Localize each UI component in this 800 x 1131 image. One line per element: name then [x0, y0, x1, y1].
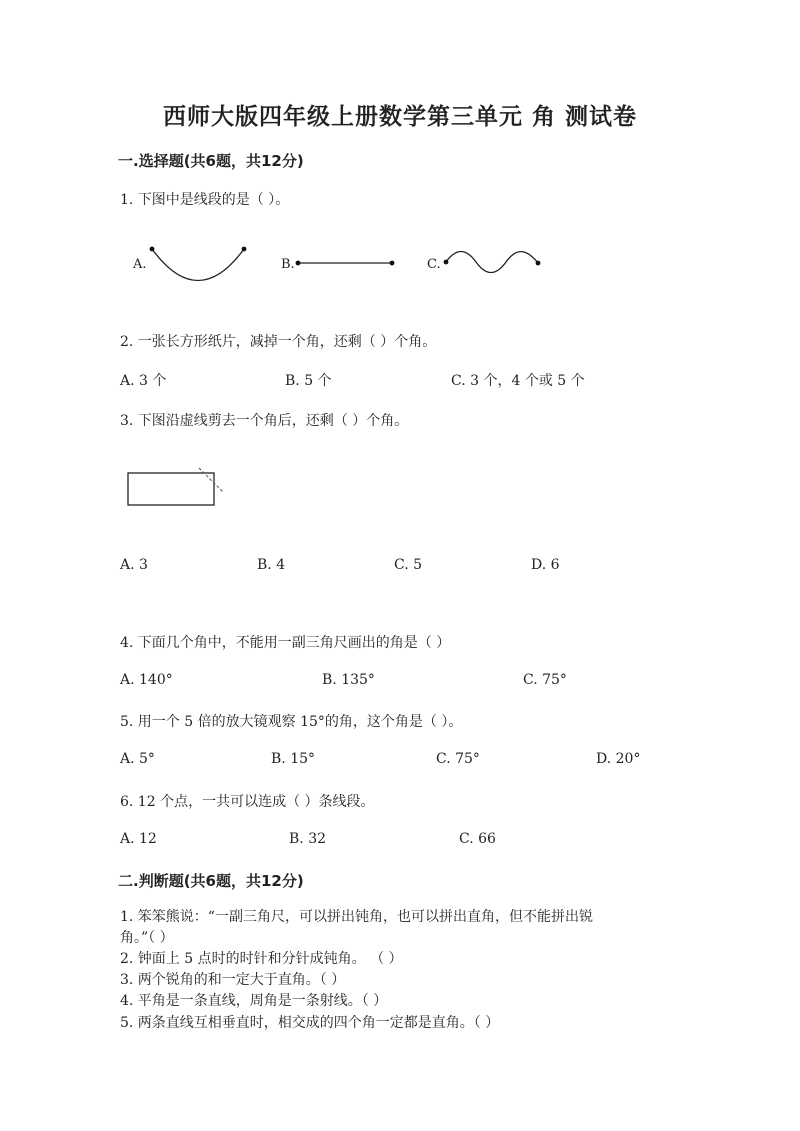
q2-option-a: A. 3 个	[120, 373, 167, 389]
option-b-label: B.	[281, 257, 295, 272]
q5-option-b: B. 15°	[271, 751, 316, 767]
q6-option-b: B. 32	[289, 831, 327, 847]
q4-option-a: A. 140°	[120, 672, 173, 688]
page-title: 西师大版四年级上册数学第三单元 角 测试卷	[162, 103, 637, 130]
judgement-1-line-2: 角。”（ ）	[120, 930, 174, 946]
q3-option-d: D. 6	[531, 557, 560, 573]
section-heading-choice: 一.选择题(共6题，共12分)	[118, 152, 304, 170]
q5-option-d: D. 20°	[596, 751, 641, 767]
q3-option-b: B. 4	[257, 557, 286, 573]
q6-option-c: C. 66	[459, 831, 496, 847]
question-3: 3. 下图沿虚线剪去一个角后，还剩（ ）个角。	[120, 413, 409, 429]
judgement-4: 4. 平角是一条直线，周角是一条射线。（ ）	[120, 993, 388, 1009]
judgement-2: 2. 钟面上 5 点时的时针和分针成钝角。 （ ）	[120, 951, 403, 967]
q2-option-b: B. 5 个	[285, 373, 332, 389]
figure-rectangle-cut	[0, 0, 1, 1]
q4-option-c: C. 75°	[523, 672, 567, 688]
q3-option-a: A. 3	[120, 557, 148, 573]
judgement-1-line-1: 1. 笨笨熊说：“一副三角尺，可以拼出钝角，也可以拼出直角，但不能拼出锐	[120, 909, 593, 925]
q3-option-c: C. 5	[394, 557, 423, 573]
section-heading-judgement: 二.判断题(共6题，共12分)	[118, 872, 304, 890]
q5-option-a: A. 5°	[120, 751, 155, 767]
q2-option-c: C. 3 个，4 个或 5 个	[451, 373, 585, 389]
q4-option-b: B. 135°	[322, 672, 375, 688]
q6-option-a: A. 12	[120, 831, 157, 847]
option-c-label: C.	[427, 257, 441, 272]
question-5: 5. 用一个 5 倍的放大镜观察 15°的角，这个角是（ ）。	[120, 714, 463, 730]
option-a-label: A.	[133, 257, 147, 272]
question-2: 2. 一张长方形纸片，减掉一个角，还剩（ ）个角。	[120, 334, 437, 350]
judgement-5: 5. 两条直线互相垂直时，相交成的四个角一定都是直角。（ ）	[120, 1015, 500, 1031]
question-4: 4. 下面几个角中，不能用一副三角尺画出的角是（ ）	[120, 635, 451, 651]
question-6: 6. 12 个点，一共可以连成（ ）条线段。	[120, 794, 375, 810]
judgement-3: 3. 两个锐角的和一定大于直角。（ ）	[120, 972, 346, 988]
question-1: 1. 下图中是线段的是（ ）。	[120, 192, 290, 208]
q5-option-c: C. 75°	[436, 751, 480, 767]
